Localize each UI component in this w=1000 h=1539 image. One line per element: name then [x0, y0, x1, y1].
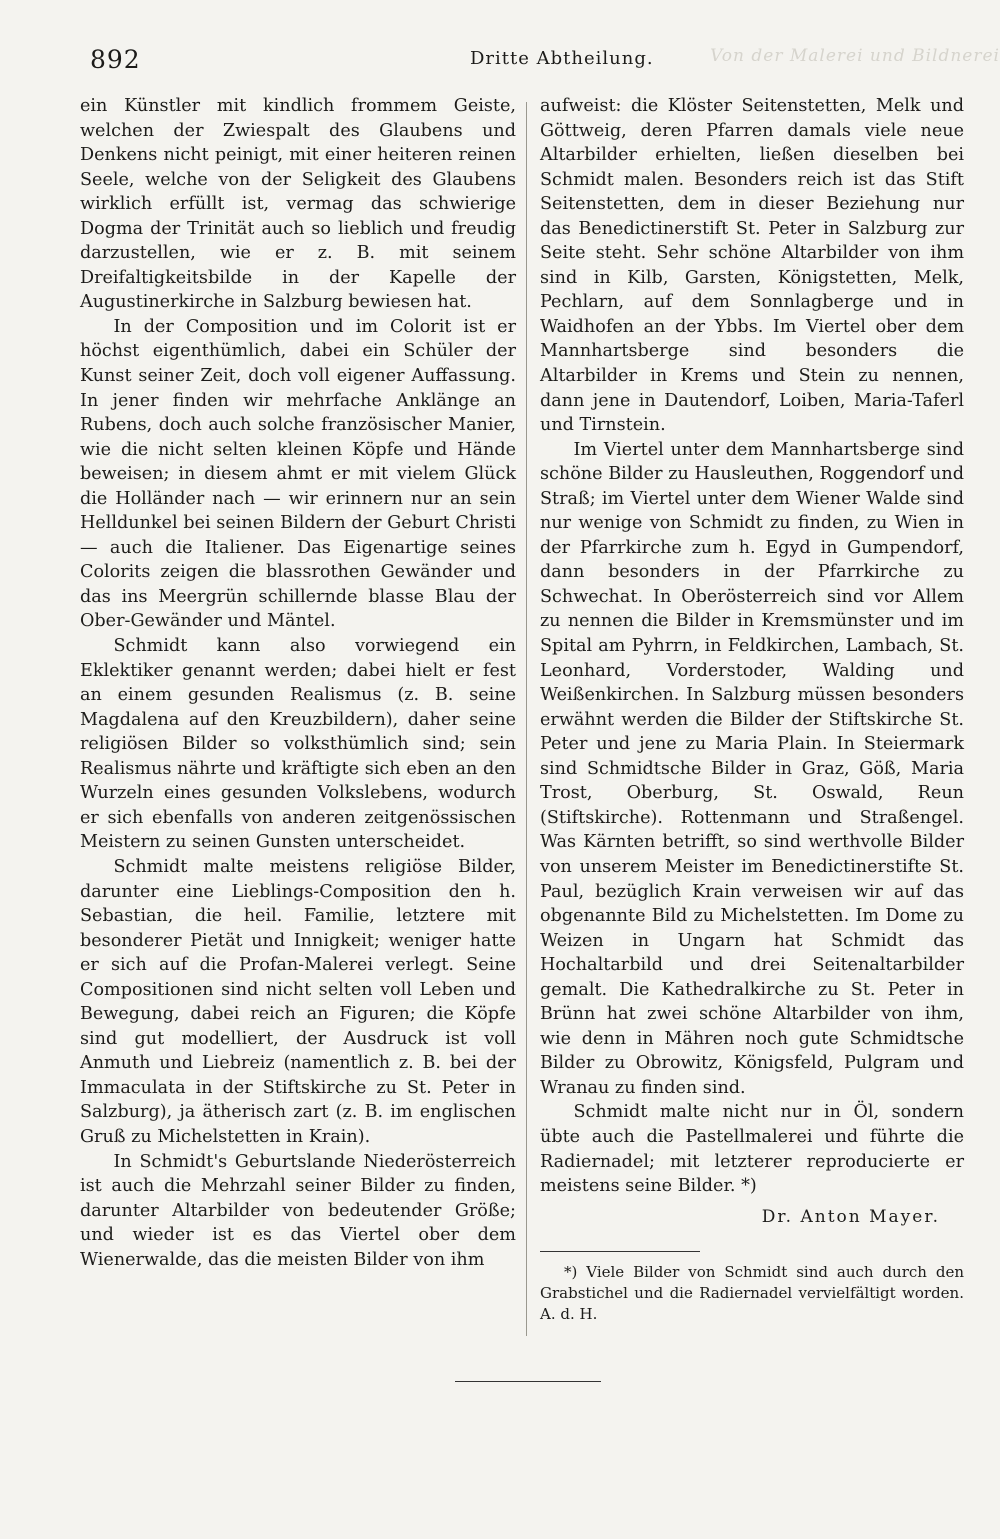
column-divider [526, 102, 527, 1336]
page-number: 892 [90, 45, 141, 74]
footnote: *) Viele Bilder von Schmidt sind auch durch den Grabstichel und die Radiernadel vervielfältigt worden. A. d. H. [540, 1263, 964, 1324]
footnote-divider [540, 1251, 700, 1252]
bleed-through-text: Von der Malerei und Bildnerei [710, 46, 1000, 66]
paragraph: Im Viertel unter dem Mannhartsberge sind schöne Bilder zu Hausleuthen, Roggendorf und Straß; im Viertel unter dem Wiener Walde sind nur wenige von Schmidt zu finden, zu Wien in der Pfarrkirche zum h. Egyd in Gumpendorf, dann besonders in der Pfarrkirche zu Schwechat. In Oberösterreich sind vor Allem zu nennen die Bilder in Kremsmünster und im Spital am Pyhrrn, in Feldkirchen, Lambach, St. Leonhard, Vorderstoder, Walding und Weißenkirchen. In Salzburg müssen besonders erwähnt werden die Bilder der Stiftskirche St. Peter und jene zu Maria Plain. In Steiermark sind Schmidtsche Bilder in Graz, Göß, Maria Trost, Oberburg, St. Oswald, Reun (Stiftskirche). Rottenmann und Straßengel. Was Kärnten betrifft, so sind werthvolle Bilder von unserem Meister im Benedictinerstifte St. Paul, bezüglich Krain verweisen wir auf das obgenannte Bild zu Michelstetten. Im Dome zu Weizen in Ungarn hat Schmidt das Hochaltarbild und drei Seitenaltarbilder gemalt. Die Kathedralkirche zu St. Peter in Brünn hat zwei schöne Altarbilder von ihm, wie denn in Mähren noch gute Schmidtsche Bilder zu Obrowitz, Königsfeld, Pulgram und Wranau zu finden sind. [540, 439, 964, 1098]
running-head: Dritte Abtheilung. [470, 48, 654, 69]
author-signature: Dr. Anton Mayer. [761, 1206, 940, 1227]
left-column [80, 94, 516, 1272]
right-column [540, 94, 964, 1325]
paragraph: aufweist: die Klöster Seitenstetten, Melk und Göttweig, deren Pfarren damals viele neue Altarbilder erhielten, ließen dieselben bei Schmidt malen. Besonders reich ist das Stift Seitenstetten, dem in dieser Beziehung nur das Benedictinerstift St. Peter in Salzburg zur Seite steht. Sehr schöne Altarbilder von ihm sind in Kilb, Garsten, Königstetten, Melk, Pechlarn, auf dem Sonnlagberge und in Waidhofen an der Ybbs. Im Viertel ober dem Mannhartsberge sind besonders die Altarbilder in Krems und Stein zu nennen, dann jene in Dautendorf, Loiben, Maria-Taferl und Tirnstein. [540, 96, 964, 436]
paragraph: ein Künstler mit kindlich frommem Geiste, welchen der Zwiespalt des Glaubens und Denkens nicht peinigt, mit einer heiteren reinen Seele, welche von der Seligkeit des Glaubens wirklich erfüllt ist, vermag das schwierige Dogma der Trinität auch so lieblich und freudig darzustellen, wie er z. B. mit seinem Dreifaltigkeitsbilde in der Kapelle der Augustinerkirche in Salzburg bewiesen hat. [80, 96, 516, 313]
paragraph: In der Composition und im Colorit ist er höchst eigenthümlich, dabei ein Schüler der Kunst seiner Zeit, doch voll eigener Auffassung. In jener finden wir mehrfache Anklänge an Rubens, doch auch solche französischer Manier, wie die nicht selten kleinen Köpfe und Hände beweisen; in diesem ahmt er mit vielem Glück die Holländer nach — wir erinnern nur an sein Helldunkel bei seinen Bildern der Geburt Christi — auch die Italiener. Das Eigenartige seines Colorits zeigen die blassrothen Gewänder und das ins Meergrün schillernde blasse Blau der Ober-Gewänder und Mäntel. [80, 316, 516, 632]
paragraph: In Schmidt's Geburtslande Niederösterreich ist auch die Mehrzahl seiner Bilder zu finden, darunter Altarbilder von bedeutender Größe; und wieder ist es das Viertel ober dem Wienerwalde, das die meisten Bilder von ihm [80, 1151, 516, 1270]
paragraph: Schmidt kann also vorwiegend ein Eklektiker genannt werden; dabei hielt er fest an einem gesunden Realismus (z. B. seine Magdalena auf den Kreuzbildern), daher seine religiösen Bilder so volksthümlich sind; sein Realismus nährte und kräftigte sich eben an den Wurzeln eines gesunden Volkslebens, wodurch er sich ebenfalls von anderen zeitgenössischen Meistern zu seinen Gunsten unterscheidet. [80, 636, 516, 853]
paragraph: Schmidt malte meistens religiöse Bilder, darunter eine Lieblings-Composition den h. Sebastian, die heil. Familie, letztere mit besonderer Pietät und Innigkeit; weniger hatte er sich auf die Profan-Malerei verlegt. Seine Compositionen sind nicht selten voll Leben und Bewegung, dabei reich an Figuren; die Köpfe sind gut modelliert, der Ausdruck ist voll Anmuth und Liebreiz (namentlich z. B. bei der Immaculata in der Stiftskirche zu St. Peter in Salzburg), ja ätherisch zart (z. B. im englischen Gruß zu Michelstetten in Krain). [80, 856, 516, 1147]
end-rule [455, 1381, 601, 1382]
paragraph: Schmidt malte nicht nur in Öl, sondern übte auch die Pastellmalerei und führte die Radiernadel; mit letzterer reproducierte er meistens seine Bilder. *) [540, 1102, 964, 1197]
